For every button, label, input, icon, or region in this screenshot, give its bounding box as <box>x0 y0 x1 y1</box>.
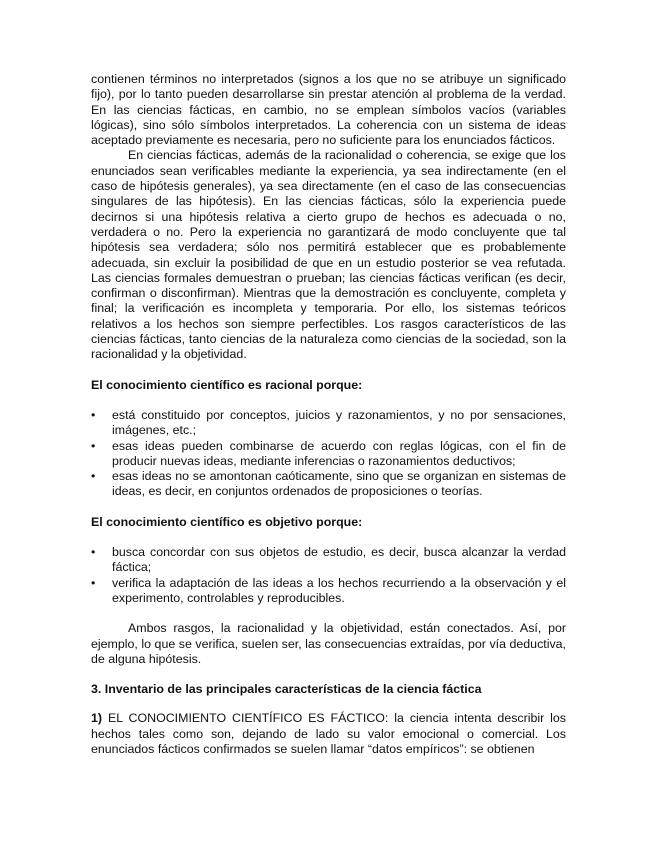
list-racional <box>91 408 566 500</box>
list-objetivo <box>91 545 566 606</box>
item-number: 1) <box>91 711 103 726</box>
heading-racional: El conocimiento científico es racional porque: <box>91 377 363 392</box>
bullet-icon: • <box>91 438 96 453</box>
list-item-text: esas ideas pueden combinarse de acuerdo con reglas lógicas, con el fin de producir nuevas ideas, mediante inferencias o razonamientos deductivos; <box>112 438 566 468</box>
list-item <box>91 469 566 500</box>
paragraph-facticas: En ciencias fácticas, además de la racionalidad o coherencia, se exige que los enunciados sean verificables mediante la experiencia, ya sea indirectamente (en el caso de hipótesis generales), ya sea directamente (en el caso de las consecuencias singulares de las hipótesis). En las ciencias fácticas, sólo la experiencia puede decirnos si una hipótesis relativa a cierto grupo de hechos es adecuada o no, verdadera o no. Pero la experiencia no garantizará de modo concluyente que tal hipótesis sea verdadera; sólo nos permitirá establecer que es probablemente adecuada, sin excluir la posibilidad de que en un estudio posterior se vea refutada. Las ciencias formales demuestran o prueban; las ciencias fácticas verifican (es decir, confirman o disconfirman). Mientras que la demostración es concluyente, completa y final; la verificación es incompleta y temporaria. Por ello, los sistemas teóricos relativos a los hechos son siempre perfectibles. Los rasgos característicos de las ciencias fácticas, tanto ciencias de la naturaleza como ciencias de la sociedad, son la racionalidad y la objetividad. <box>91 148 566 362</box>
document-page <box>91 72 566 757</box>
paragraph-intro: contienen términos no interpretados (signos a los que no se atribuye un significado fijo), por lo tanto pueden desarrollarse sin prestar atención al problema de la verdad. En las ciencias fácticas, en cambio, no se emplean símbolos vacíos (variables lógicas), sino sólo símbolos interpretados. La coherencia con un sistema de ideas aceptado previamente es necesaria, pero no suficiente para los enunciados fácticos. <box>91 72 566 148</box>
list-item <box>91 408 566 439</box>
list-item-text: está constituido por conceptos, juicios y razonamientos, y no por sensaciones, imágenes, etc.; <box>112 407 566 438</box>
paragraph-factico <box>91 711 566 757</box>
bullet-icon: • <box>91 575 96 590</box>
list-item <box>91 545 566 576</box>
paragraph-conectados: Ambos rasgos, la racionalidad y la objetividad, están conectados. Así, por ejemplo, lo que se verifica, suelen ser, las consecuencias extraídas, por vía deductiva, de alguna hipótesis. <box>91 621 566 666</box>
heading-objetivo: El conocimiento científico es objetivo porque: <box>91 514 363 529</box>
list-item-text: verifica la adaptación de las ideas a los hechos recurriendo a la observación y el experimento, controlables y reproducibles. <box>112 575 566 605</box>
list-item-text: esas ideas no se amontonan caóticamente, sino que se organizan en sistemas de ideas, es decir, en conjuntos ordenados de proposiciones o teorías. <box>112 469 566 499</box>
bullet-icon: • <box>91 469 96 484</box>
bullet-icon: • <box>91 407 96 422</box>
heading-inventario: 3. Inventario de las principales características de la ciencia fáctica <box>91 682 482 697</box>
list-item <box>91 439 566 470</box>
list-item <box>91 576 566 607</box>
bullet-icon: • <box>91 545 96 560</box>
list-item-text: busca concordar con sus objetos de estudio, es decir, busca alcanzar la verdad fáctica; <box>112 545 566 575</box>
item-text: EL CONOCIMIENTO CIENTÍFICO ES FÁCTICO: la ciencia intenta describir los hechos tales como son, dejando de lado su valor emocional o comercial. Los enunciados fácticos confirmados se suelen llamar “datos empíricos”: se obtienen <box>91 711 566 756</box>
